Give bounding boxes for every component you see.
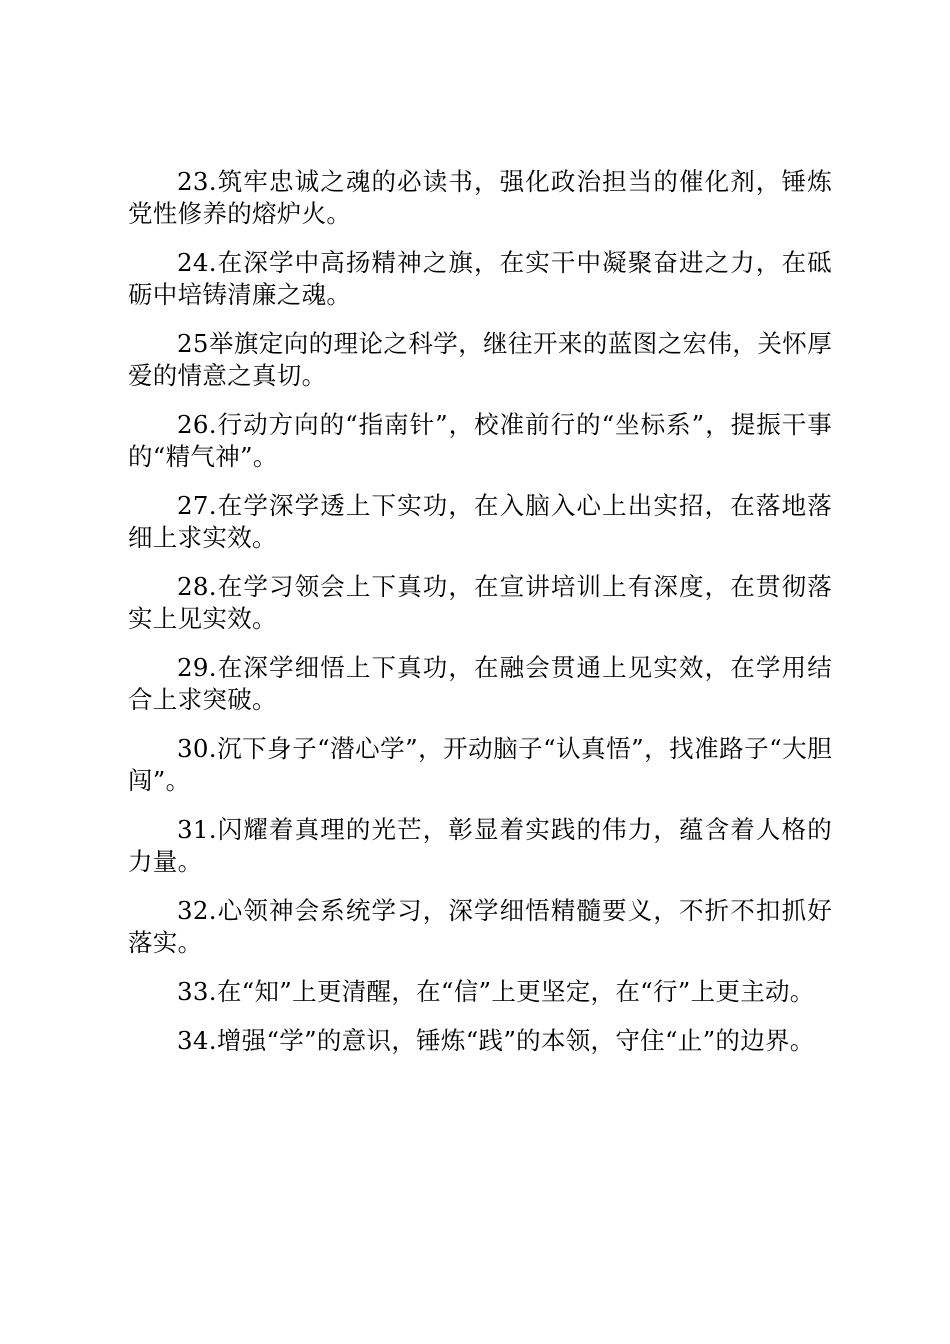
paragraph-23: 23.筑牢忠诚之魂的必读书，强化政治担当的催化剂，锤炼党性修养的熔炉火。 xyxy=(128,167,832,228)
paragraph-29: 29.在深学细悟上下真功，在融会贯通上见实效，在学用结合上求突破。 xyxy=(128,653,832,714)
paragraph-30: 30.沉下身子“潜心学”，开动脑子“认真悟”，找准路子“大胆闯”。 xyxy=(128,734,832,795)
document-body xyxy=(128,166,832,1074)
paragraph-32: 32.心领神会系统学习，深学细悟精髓要义，不折不扣抓好落实。 xyxy=(128,896,832,957)
paragraph-25: 25举旗定向的理论之科学，继往开来的蓝图之宏伟，关怀厚爱的情意之真切。 xyxy=(128,329,832,390)
paragraph-24: 24.在深学中高扬精神之旗，在实干中凝聚奋进之力，在砥砺中培铸清廉之魂。 xyxy=(128,248,832,309)
paragraph-26: 26.行动方向的“指南针”，校准前行的“坐标系”，提振干事的“精气神”。 xyxy=(128,410,832,471)
paragraph-27: 27.在学深学透上下实功，在入脑入心上出实招，在落地落细上求实效。 xyxy=(128,491,832,552)
paragraph-33: 33.在“知”上更清醒，在“信”上更坚定，在“行”上更主动。 xyxy=(177,977,815,1006)
paragraph-28: 28.在学习领会上下真功，在宣讲培训上有深度，在贯彻落实上见实效。 xyxy=(128,572,832,633)
paragraph-34: 34.增强“学”的意识，锤炼“践”的本领，守住“止”的边界。 xyxy=(177,1026,815,1055)
paragraph-31: 31.闪耀着真理的光芒，彰显着实践的伟力，蕴含着人格的力量。 xyxy=(128,815,832,876)
